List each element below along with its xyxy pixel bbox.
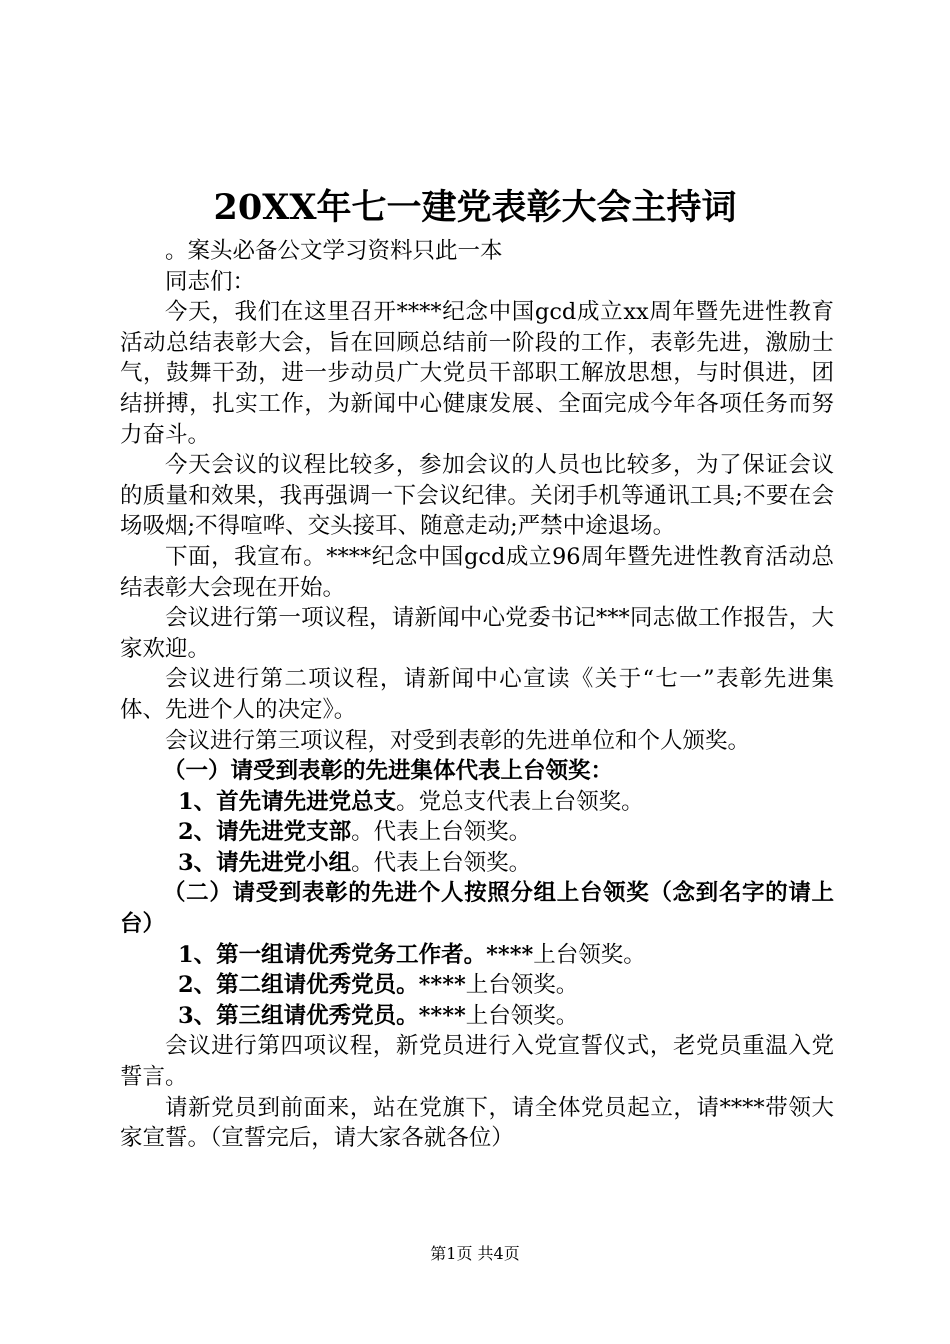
section1-item-3 xyxy=(120,848,834,879)
section2-item-3 xyxy=(120,1001,834,1032)
section1-item-1-rest: 。党总支代表上台领奖。 xyxy=(396,788,644,815)
page-number-footer: 第1页 共4页 xyxy=(430,1244,520,1263)
paragraph-announcement: 下面，我宣布。****纪念中国gcd成立96周年暨先进性教育活动总结表彰大会现在开始。 xyxy=(120,543,834,601)
section2-item-2 xyxy=(120,970,834,1001)
paragraph-opening: 今天，我们在这里召开****纪念中国gcd成立xx周年暨先进性教育活动总结表彰大会，旨在回顾总结前一阶段的工作，表彰先进，激励士气，鼓舞干劲，进一步动员广大党员干部职工解放思想，与时俱进，团结拼搏，扎实工作，为新闻中心健康发展、全面完成今年各项任务而努力奋斗。 xyxy=(120,299,834,448)
section2-item-2-bold: 2、第二组请优秀党员。**** xyxy=(178,972,466,999)
paragraph-agenda-3: 会议进行第三项议程，对受到表彰的先进单位和个人颁奖。 xyxy=(165,727,751,754)
section1-item-3-bold: 3、请先进党小组 xyxy=(178,849,352,876)
section2-heading: （二）请受到表彰的先进个人按照分组上台领奖（念到名字的请上台） xyxy=(120,880,834,938)
section2-item-3-bold: 3、第三组请优秀党员。**** xyxy=(178,1002,466,1029)
document-title: 20XX年七一建党表彰大会主持词 xyxy=(213,187,737,228)
paragraph-discipline: 今天会议的议程比较多，参加会议的人员也比较多，为了保证会议的质量和效果，我再强调一下会议纪律。关闭手机等通讯工具;不要在会场吸烟;不得喧哗、交头接耳、随意走动;严禁中途退场。 xyxy=(120,452,834,540)
section1-item-2 xyxy=(120,817,834,848)
section2-item-3-rest: 上台领奖。 xyxy=(465,1002,579,1029)
section1-item-2-rest: 。代表上台领奖。 xyxy=(351,819,532,846)
section2-item-2-rest: 上台领奖。 xyxy=(465,972,579,999)
section2-item-1-bold: 1、第一组请优秀党务工作者。**** xyxy=(178,941,534,968)
paragraph-greeting: 同志们： xyxy=(165,268,256,295)
section1-item-1-bold: 1、首先请先进党总支 xyxy=(178,788,397,815)
section1-item-3-rest: 。代表上台领奖。 xyxy=(351,849,532,876)
document-body xyxy=(120,236,834,1154)
section2-item-1-rest: 上台领奖。 xyxy=(533,941,646,968)
paragraph-agenda-2: 会议进行第二项议程，请新闻中心宣读《关于“七一”表彰先进集体、先进个人的决定》。 xyxy=(120,666,834,723)
section2-item-1 xyxy=(120,940,834,971)
section1-heading: （一）请受到表彰的先进集体代表上台领奖： xyxy=(163,758,614,785)
paragraph-oath: 请新党员到前面来，站在党旗下，请全体党员起立，请****带领大家宣誓。（宣誓完后，请大家各就各位） xyxy=(120,1094,834,1152)
section1-item-1 xyxy=(120,787,834,818)
paragraph-tagline: 。案头必备公文学习资料只此一本 xyxy=(165,238,503,264)
section1-item-2-bold: 2、请先进党支部 xyxy=(178,819,352,846)
paragraph-agenda-1: 会议进行第一项议程，请新闻中心党委书记***同志做工作报告，大家欢迎。 xyxy=(120,605,834,662)
paragraph-agenda-4: 会议进行第四项议程，新党员进行入党宣誓仪式，老党员重温入党誓言。 xyxy=(120,1033,834,1091)
